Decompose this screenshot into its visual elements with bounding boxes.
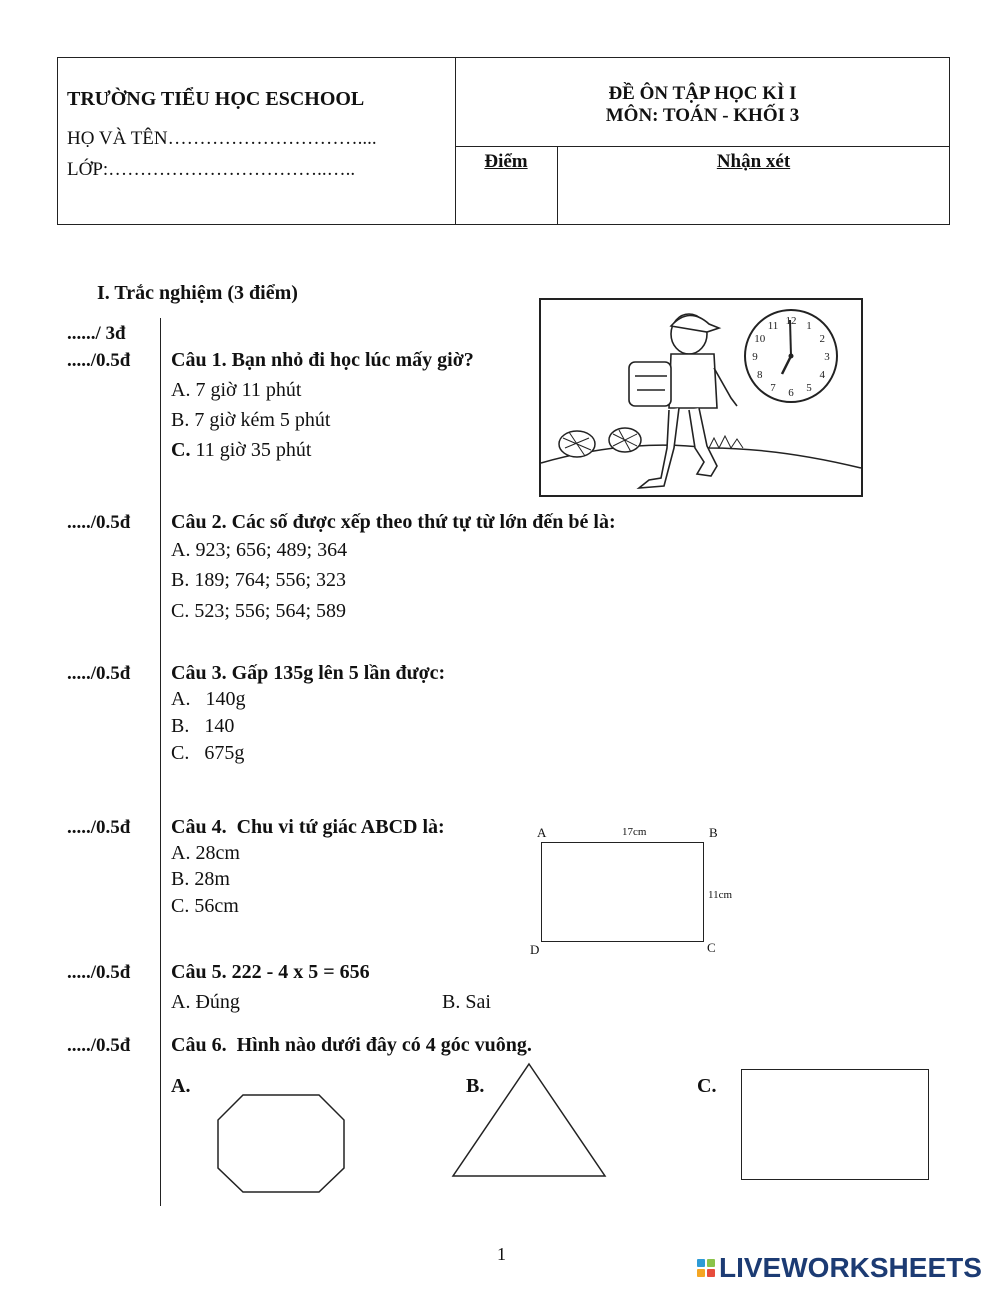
vertex-label-d: D [530, 942, 540, 957]
clock-numeral: 8 [757, 369, 763, 381]
rectangle-abcd [541, 842, 704, 942]
answer-option[interactable]: C. 523; 556; 564; 589 [171, 600, 347, 622]
total-score: ....../ 3đ [67, 323, 126, 344]
question-score: ...../0.5đ [67, 962, 131, 983]
answer-option[interactable]: C. 56cm [171, 895, 239, 917]
section-title: I. Trắc nghiệm (3 điểm) [97, 282, 298, 304]
answer-option[interactable]: B. 28m [171, 868, 230, 890]
answer-option[interactable]: A. 140g [171, 688, 246, 710]
triangle-shape [451, 1062, 607, 1178]
question-title: Câu 6. Hình nào dưới đây có 4 góc vuông. [171, 1034, 532, 1056]
school-name: TRƯỜNG TIỂU HỌC ESCHOOL [67, 88, 365, 110]
answer-option[interactable]: B. [466, 1075, 485, 1097]
answer-option[interactable]: A. [171, 1075, 191, 1097]
length-label-side: 11cm [708, 889, 733, 901]
question-title: Câu 3. Gấp 135g lên 5 lần được: [171, 662, 446, 684]
clock-numeral: 1 [806, 319, 812, 332]
option-text: 11 giờ 35 phút [190, 439, 312, 461]
exam-subject: MÔN: TOÁN - KHỐI 3 [605, 105, 800, 126]
octagon-shape [216, 1094, 346, 1194]
clock-numeral: 10 [754, 333, 766, 345]
header-divider [455, 146, 949, 147]
answer-option[interactable]: B. 140 [171, 715, 235, 737]
brand-name: LIVEWORKSHEETS [719, 1252, 982, 1283]
answer-option[interactable]: A. 923; 656; 489; 364 [171, 539, 348, 561]
vertex-label-a: A [537, 825, 547, 840]
clock-numeral: 11 [767, 319, 779, 332]
vertex-label-c: C [707, 940, 716, 955]
class-field[interactable]: LỚP:……………………………..….. [67, 159, 356, 180]
answer-option[interactable]: A. 28cm [171, 842, 240, 864]
question-title: Câu 2. Các số được xếp theo thứ tự từ lớn đến bé là: [171, 511, 616, 533]
question-score: ...../0.5đ [67, 663, 131, 684]
clock-numeral: 6 [788, 387, 794, 399]
answer-option[interactable]: C. 675g [171, 742, 245, 764]
question-title: Câu 1. Bạn nhỏ đi học lúc mấy giờ? [171, 349, 474, 371]
answer-option[interactable]: A. 7 giờ 11 phút [171, 379, 302, 401]
liveworksheets-logo[interactable] [697, 1252, 982, 1284]
question-score: ...../0.5đ [67, 817, 131, 838]
clock-numeral: 4 [819, 369, 825, 381]
clock-numeral: 9 [752, 351, 758, 363]
question-title: Câu 5. 222 - 4 x 5 = 656 [171, 961, 370, 983]
page-number: 1 [497, 1244, 506, 1264]
clock-numeral: 2 [819, 333, 825, 345]
answer-option[interactable]: C. [697, 1075, 717, 1097]
clock-numeral: 3 [824, 351, 830, 363]
answer-option[interactable]: A. Đúng [171, 991, 240, 1013]
comment-label: Nhận xét [716, 151, 791, 172]
question-title: Câu 4. Chu vi tứ giác ABCD là: [171, 816, 445, 838]
clock-numeral: 5 [806, 382, 812, 395]
answer-option[interactable]: B. 189; 764; 556; 323 [171, 569, 347, 591]
score-label: Điểm [484, 151, 528, 172]
question-score: ...../0.5đ [67, 350, 131, 371]
question-score: ...../0.5đ [67, 1035, 131, 1056]
clock-numeral: 7 [770, 382, 776, 395]
brand-squares-icon [697, 1259, 715, 1277]
option-letter: C. [171, 439, 191, 461]
question-score: ...../0.5đ [67, 512, 131, 533]
clock-numeral: 12 [785, 315, 797, 327]
length-label-top: 17cm [622, 826, 647, 838]
answer-option[interactable]: B. Sai [442, 991, 491, 1013]
student-name-field[interactable]: HỌ VÀ TÊN………………………….... [67, 128, 377, 149]
schoolboy-clock-illustration [539, 298, 863, 498]
rectangle-shape [741, 1069, 929, 1180]
vertex-label-b: B [709, 825, 718, 840]
answer-option[interactable]: B. 7 giờ kém 5 phút [171, 409, 331, 431]
exam-title: ĐỀ ÔN TẬP HỌC KÌ I [608, 83, 797, 104]
answer-option[interactable] [171, 438, 311, 462]
margin-line [160, 318, 161, 1206]
